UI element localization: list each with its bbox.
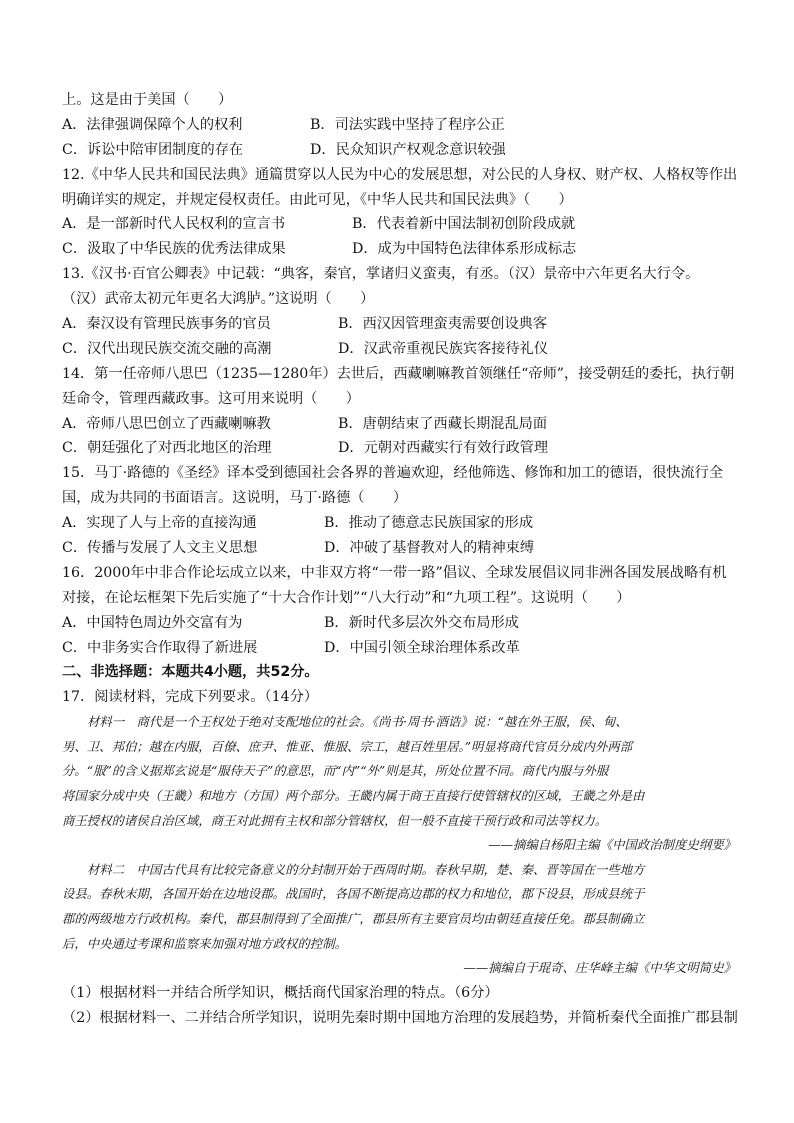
q17-sub2: （2）根据材料一、二并结合所学知识，说明先秦时期中国地方治理的发展趋势，并简析秦代全面推广郡县制 — [62, 1009, 738, 1026]
q17-intro: 17．阅读材料，完成下列要求。（14分） — [62, 689, 319, 706]
q16-option-b: B．新时代多层次外交布局形成 — [324, 614, 519, 631]
material1-line1: 材料一 商代是一个王权处于绝对支配地位的社会。《尚书·周书·酒诰》说：“越在外王服，侯、甸、 — [87, 714, 628, 730]
q11-stem: 上。这是由于美国（ ） — [62, 92, 233, 108]
q11-option-a: A．法律强调保障个人的权利 — [62, 116, 243, 133]
q13-option-b: B．西汉因管理蛮夷需要创设典客 — [338, 316, 548, 333]
q15-options-row1 — [62, 511, 738, 536]
q14-option-a: A．帝师八思巴创立了西藏喇嘛教 — [62, 415, 271, 432]
q16-options-row1 — [62, 611, 738, 636]
q14-options-row2 — [62, 436, 738, 461]
q12-option-d: D．成为中国特色法律体系形成标志 — [352, 241, 577, 258]
q15-option-d: D．冲破了基督教对人的精神束缚 — [324, 540, 535, 557]
q11-option-c: C．诉讼中陪审团制度的存在 — [62, 141, 244, 158]
material1-line2: 男、卫、邦伯；越在内服，百僚、庶尹、惟亚、惟服、宗工，越百姓里居。”明显将商代官员分成内外两部 — [62, 738, 633, 754]
q14-stem-line1: 14．第一任帝师八思巴（1235—1280年）去世后，西藏喇嘛教首领继任“帝师”，接受朝廷的委托，执行朝 — [62, 365, 735, 382]
material2-line1: 材料二 中国古代具有比较完备意义的分封制开始于西周时期。春秋早期，楚、秦、晋等国在一些地方 — [87, 861, 645, 877]
q11-options-row2 — [62, 138, 738, 163]
q11-option-b: B．司法实践中坚持了程序公正 — [310, 116, 505, 133]
q14-option-c: C．朝廷强化了对西北地区的治理 — [62, 440, 272, 457]
q12-stem-line2: 明确详实的规定，并规定侵权责任。由此可见，《中华人民共和国民法典》（ ） — [62, 191, 573, 208]
q15-options-row2 — [62, 536, 738, 561]
q11-options-row1 — [62, 113, 738, 138]
q11-option-d: D．民众知识产权观念意识较强 — [310, 141, 506, 158]
q12-option-c: C．汲取了中华民族的优秀法律成果 — [62, 241, 286, 258]
q13-stem-line2: （汉）武帝太初元年更名大鸿胪。”这说明（ ） — [62, 291, 375, 308]
material1-line4: 将国家分成中央（王畿）和地方（方国）两个部分。王畿内属于商王直接行使管辖权的区域，王畿之外是由 — [62, 788, 645, 804]
q12-options-row1 — [62, 212, 738, 237]
q13-option-a: A．秦汉设有管理民族事务的官员 — [62, 316, 271, 333]
material2-line4: 后，中央通过考课和监察来加强对地方政权的控制。 — [62, 935, 347, 951]
q15-option-b: B．推动了德意志民族国家的形成 — [324, 515, 534, 532]
q16-option-d: D．中国引领全球治理体系改革 — [324, 639, 520, 656]
q16-stem-line1: 16．2000年中非合作论坛成立以来，中非双方将“一带一路”倡议、全球发展倡议同非洲各国发展战略有机 — [62, 564, 727, 581]
q12-options-row2 — [62, 237, 738, 262]
q14-options-row1 — [62, 412, 738, 437]
section-heading: 二、非选择题：本题共4小题，共52分。 — [62, 664, 319, 681]
q16-options-row2 — [62, 636, 738, 661]
q12-option-b: B．代表着新中国法制初创阶段成就 — [352, 216, 576, 233]
material2-line2: 设县。春秋末期，各国开始在边地设郡。战国时，各国不断提高边郡的权力和地位，郡下设县，形成县统于 — [62, 886, 645, 902]
material2-line3: 郡的两级地方行政机构。秦代，郡县制得到了全面推广，郡县所有主要官员均由朝廷直接任免。郡县制确立 — [62, 911, 645, 927]
material2-source: ——摘编自于琨奇、庄华峰主编《中华文明简史》 — [463, 960, 736, 976]
material1-line3: 分。“服”的含义据郑玄说是“服侍天子”的意思，而“内”“外”则是其，所处位置不同。商代内服与外服 — [62, 763, 609, 779]
q15-option-a: A．实现了人与上帝的直接沟通 — [62, 515, 257, 532]
q17-sub1: （1）根据材料一并结合所学知识，概括商代国家治理的特点。（6分） — [62, 984, 499, 1001]
q13-option-c: C．汉代出现民族交流交融的高潮 — [62, 340, 272, 357]
q16-option-c: C．中非务实合作取得了新进展 — [62, 639, 258, 656]
q15-stem-line1: 15．马丁·路德的《圣经》译本受到德国社会各界的普遍欢迎，经他筛选、修饰和加工的德语，很快流行全 — [62, 465, 724, 482]
q16-option-a: A．中国特色周边外交富有为 — [62, 614, 243, 631]
q14-stem-line2: 廷命令，管理西藏政事。这可用来说明（ ） — [62, 390, 360, 407]
q13-options-row2 — [62, 337, 738, 362]
material1-line5: 商王授权的诸侯自治区域，商王对此拥有主权和部分管辖权，但一般不直接干预行政和司法等权力。 — [62, 812, 608, 828]
q13-option-d: D．汉武帝重视民族宾客接待礼仪 — [338, 340, 549, 357]
q15-stem-line2: 国，成为共同的书面语言。这说明，马丁·路德（ ） — [62, 490, 408, 507]
q14-option-d: D．元朝对西藏实行有效行政管理 — [338, 440, 549, 457]
q16-stem-line2: 对接，在论坛框架下先后实施了“十大合作计划”“八大行动”和“九项工程”。这说明（ ） — [62, 589, 631, 606]
q12-stem-line1: 12.《中华人民共和国民法典》通篇贯穿以人民为中心的发展思想，对公民的人身权、财产权、人格权等作出 — [62, 166, 738, 183]
q14-option-b: B．唐朝结束了西藏长期混乱局面 — [338, 415, 548, 432]
q12-option-a: A．是一部新时代人民权利的宣言书 — [62, 216, 286, 233]
q15-option-c: C．传播与发展了人文主义思想 — [62, 540, 258, 557]
q13-stem-line1: 13.《汉书·百官公卿表》中记载：“典客，秦官，掌诸归义蛮夷，有丞。（汉）景帝中六年更名大行令。 — [62, 266, 700, 283]
material1-source: ——摘编自杨阳主编《中国政治制度史纲要》 — [488, 837, 736, 853]
q13-options-row1 — [62, 312, 738, 337]
exam-page — [62, 88, 738, 1031]
